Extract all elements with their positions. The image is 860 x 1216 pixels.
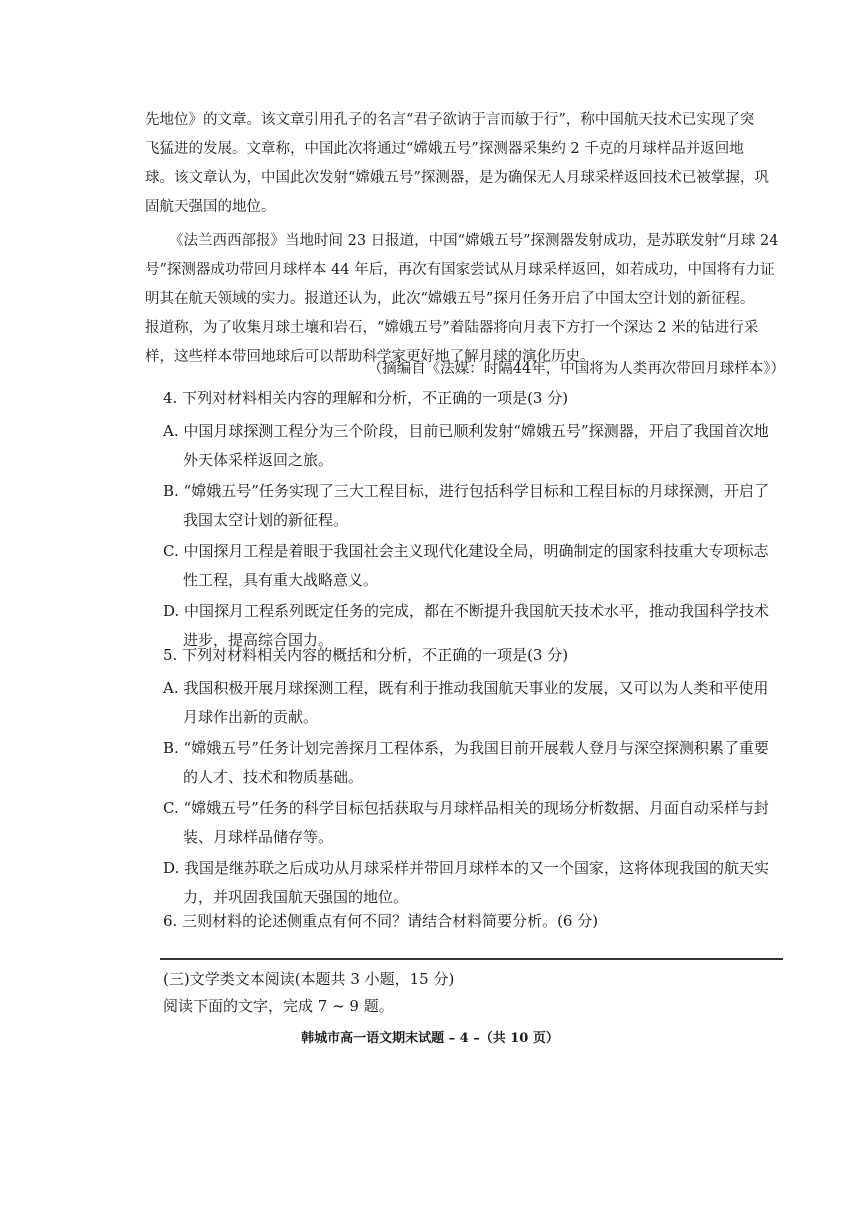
option-line: B. “嫦娥五号”任务计划完善探月工程体系，为我国目前开展载人登月与深空探测积累了重要 [163, 739, 769, 757]
option-line: 性工程，具有重大战略意义。 [183, 571, 379, 589]
passage-paragraph-2 [145, 227, 785, 372]
option-line: B. “嫦娥五号”任务实现了三大工程目标，进行包括科学目标和工程目标的月球探测，开启了 [163, 482, 769, 500]
passage-paragraph-1 [145, 106, 785, 222]
option-a [163, 674, 788, 732]
option-line: 我国太空计划的新征程。 [183, 511, 349, 529]
passage-line: 报道称，为了收集月球土壤和岩石，“嫦娥五号”着陆器将向月表下方打一个深达 2 米的钻进行采 [145, 320, 759, 336]
passage-line: 球。该文章认为，中国此次发射“嫦娥五号”探测器，是为确保无人月球采样返回技术已被掌握，巩 [145, 170, 769, 186]
question-5 [163, 641, 788, 912]
passage-line: 样，这些样本带回地球后可以帮助科学家更好地了解月球的演化历史。 [145, 349, 595, 365]
source-text: （摘编自《法媒：时隔44年，中国将为人类再次带回月球样本》） [367, 361, 785, 377]
passage-line: 明其在航天领域的实力。报道还认为，此次“嫦娥五号”探月任务开启了中国太空计划的新征程。 [145, 291, 755, 307]
passage-line: 先地位》的文章。该文章引用孔子的名言“君子欲讷于言而敏于行”，称中国航天技术已实现了突 [145, 112, 755, 128]
passage-line: 固航天强国的地位。 [145, 199, 276, 215]
option-line: 的人才、技术和物质基础。 [183, 768, 364, 786]
option-line: 力，并巩固我国航天强国的地位。 [183, 888, 409, 906]
section-3-header [163, 966, 788, 1020]
passage-line: 飞猛进的发展。文章称，中国此次将通过“嫦娥五号”探测器采集约 2 千克的月球样品并返回地 [145, 141, 744, 157]
option-line: A. 我国积极开展月球探测工程，既有利于推动我国航天事业的发展，又可以为人类和平使用 [163, 679, 769, 697]
passage-line: 号”探测器成功带回月球样本 44 年后，再次有国家尝试从月球采样返回，如若成功，中国将有力证 [145, 262, 775, 278]
question-stem: 4. 下列对材料相关内容的理解和分析，不正确的一项是(3 分) [163, 389, 569, 407]
option-d [163, 854, 788, 912]
option-line: C. “嫦娥五号”任务的科学目标包括获取与月球样品相关的现场分析数据、月面自动采样与封 [163, 799, 769, 817]
option-b [163, 477, 788, 535]
option-line: D. 中国探月工程系列既定任务的完成，都在不断提升我国航天技术水平，推动我国科学技术 [163, 602, 770, 620]
page-footer: 韩城市高一语文期末试题 – 4 –（共 10 页） [301, 1031, 559, 1046]
passage-line: 《法兰西西部报》当地时间 23 日报道，中国“嫦娥五号”探测器发射成功，是苏联发射“月球 24 [169, 233, 779, 249]
option-line: D. 我国是继苏联之后成功从月球采样并带回月球样本的又一个国家，这将体现我国的航天实 [163, 859, 770, 877]
option-line: 外天体采样返回之旅。 [183, 451, 334, 469]
question-stem: 6. 三则材料的论述侧重点有何不同？请结合材料简要分析。(6 分) [163, 912, 599, 930]
option-line: A. 中国月球探测工程分为三个阶段，目前已顺利发射“嫦娥五号”探测器，开启了我国首次地 [163, 422, 769, 440]
option-line: 进步，提高综合国力。 [183, 631, 334, 649]
source-citation [145, 355, 785, 384]
question-stem: 5. 下列对材料相关内容的概括和分析，不正确的一项是(3 分) [163, 646, 569, 664]
section-title: (三)文学类文本阅读(本题共 3 小题，15 分) [163, 970, 455, 988]
question-4 [163, 384, 788, 655]
option-a [163, 417, 788, 475]
question-6 [163, 907, 788, 936]
option-c [163, 537, 788, 595]
option-b [163, 734, 788, 792]
option-line: 月球作出新的贡献。 [183, 708, 319, 726]
option-c [163, 794, 788, 852]
section-divider [160, 958, 783, 960]
option-line: 装、月球样品储存等。 [183, 828, 334, 846]
option-line: C. 中国探月工程是着眼于我国社会主义现代化建设全局，明确制定的国家科技重大专项标志 [163, 542, 769, 560]
section-instruction: 阅读下面的文字，完成 7 ~ 9 题。 [163, 997, 394, 1015]
